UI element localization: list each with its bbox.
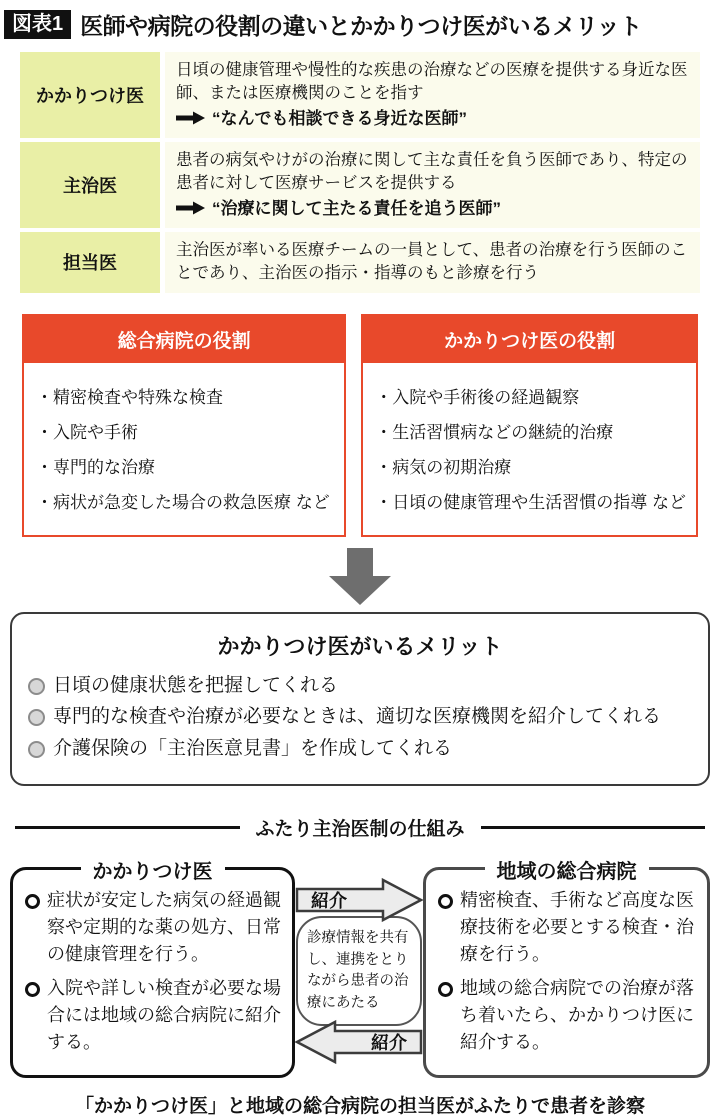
general-hospital-box: [423, 861, 710, 1078]
list-item-text: 精密検査、手術など高度な医療技術を必要とする検査・治療を行う。: [460, 890, 694, 965]
role-boxes: [22, 314, 698, 537]
table-row: [20, 232, 700, 293]
right-arrow-icon: [176, 111, 206, 125]
figure-number-badge: 図表1: [4, 10, 71, 39]
role-box-body: [363, 363, 696, 535]
section-divider: [15, 814, 705, 841]
right-arrow-icon: [176, 201, 206, 215]
referral-label-bottom: 紹介: [371, 1033, 407, 1054]
family-doctor-box: [10, 861, 295, 1078]
merit-item: [28, 673, 692, 700]
description-text: 日頃の健康管理や慢性的な疾患の治療などの医療を提供する身近な医師、または医療機関のことを指す: [176, 61, 688, 102]
family-doctor-box-title: かかりつけ医: [81, 855, 225, 884]
row-label-tantoui: 担当医: [20, 232, 160, 293]
hospital-role-box: [22, 314, 346, 537]
merit-item-text: 日頃の健康状態を把握してくれる: [53, 674, 339, 696]
ring-bullet-icon: [438, 982, 453, 997]
referral-label-top: 紹介: [311, 891, 347, 912]
ring-bullet-icon: [25, 982, 40, 997]
figure-title: 医師や病院の役割の違いとかかりつけ医がいるメリット: [80, 13, 642, 39]
down-arrow-icon: [327, 548, 393, 605]
referral-arrow-right: [295, 877, 423, 923]
role-item: ・生活習慣病などの継続的治療: [375, 422, 614, 442]
definition-table: [20, 52, 700, 293]
bottom-caption: 「かかりつけ医」と地域の総合病院の担当医がふたりで患者を診察: [74, 1096, 645, 1118]
description-text: 主治医が率いる医療チームの一員として、患者の治療を行う医師のことであり、主治医の指示・指導のもと診療を行う: [176, 240, 688, 282]
figure-header: [0, 0, 720, 41]
row-highlight: [176, 107, 689, 130]
section-heading: ふたり主治医制の仕組み: [255, 819, 465, 841]
circle-bullet-icon: [28, 741, 45, 758]
role-item: ・日頃の健康管理や生活習慣の指導 など: [375, 492, 686, 512]
two-doctor-diagram: [10, 851, 710, 1078]
description-text: 患者の病気やけがの治療に関して主な責任を負う医師であり、特定の患者に対して医療サービスを提供する: [176, 150, 688, 192]
row-description: [165, 142, 700, 228]
merit-item-text: 介護保険の「主治医意見書」を作成してくれる: [53, 738, 453, 760]
role-item: ・入院や手術: [36, 422, 138, 442]
divider-line-left: [15, 826, 240, 829]
highlight-text: “治療に関して主たる責任を追う医師”: [212, 198, 501, 218]
list-item: [438, 975, 699, 1056]
circle-bullet-icon: [28, 709, 45, 726]
referral-flow: [295, 867, 423, 1078]
family-doctor-box-body: [13, 870, 292, 1075]
general-hospital-box-body: [426, 870, 707, 1075]
list-item: [25, 887, 284, 968]
row-description: [165, 232, 700, 293]
role-box-header: 総合病院の役割: [24, 316, 344, 363]
ring-bullet-icon: [25, 894, 40, 909]
role-box-body: [24, 363, 344, 535]
merit-item: [28, 736, 692, 763]
list-item-text: 入院や詳しい検査が必要な場合には地域の総合病院に紹介する。: [47, 978, 281, 1053]
role-item: ・専門的な治療: [36, 457, 155, 477]
role-item: ・精密検査や特殊な検査: [36, 387, 223, 407]
table-row: [20, 52, 700, 138]
row-label-shujii: 主治医: [20, 142, 160, 228]
role-item: ・入院や手術後の経過観察: [375, 387, 580, 407]
row-description: [165, 52, 700, 138]
share-note-bubble: 診療情報を共有し、連携をとりながら患者の治療にあたる: [296, 916, 422, 1026]
role-box-header: かかりつけ医の役割: [363, 316, 696, 363]
merit-item: [28, 704, 692, 731]
role-item: ・病気の初期治療: [375, 457, 512, 477]
circle-bullet-icon: [28, 678, 45, 695]
list-item-text: 地域の総合病院での治療が落ち着いたら、かかりつけ医に紹介する。: [460, 978, 694, 1053]
general-hospital-box-title: 地域の総合病院: [485, 855, 649, 884]
row-highlight: [176, 197, 689, 220]
divider-line-right: [481, 826, 706, 829]
list-item: [25, 975, 284, 1056]
role-item: ・病状が急変した場合の救急医療 など: [36, 492, 330, 512]
row-label-kakaritsuke: かかりつけ医: [20, 52, 160, 138]
table-row: [20, 142, 700, 228]
merit-box: [10, 612, 710, 787]
referral-arrow-left: [295, 1019, 423, 1065]
family-doctor-role-box: [361, 314, 698, 537]
ring-bullet-icon: [438, 894, 453, 909]
merit-title: かかりつけ医がいるメリット: [217, 633, 503, 659]
list-item-text: 症状が安定した病気の経過観察や定期的な薬の処方、日常の健康管理を行う。: [47, 890, 281, 965]
highlight-text: “なんでも相談できる身近な医師”: [212, 108, 467, 128]
list-item: [438, 887, 699, 968]
merit-item-text: 専門的な検査や治療が必要なときは、適切な医療機関を紹介してくれる: [53, 706, 662, 728]
